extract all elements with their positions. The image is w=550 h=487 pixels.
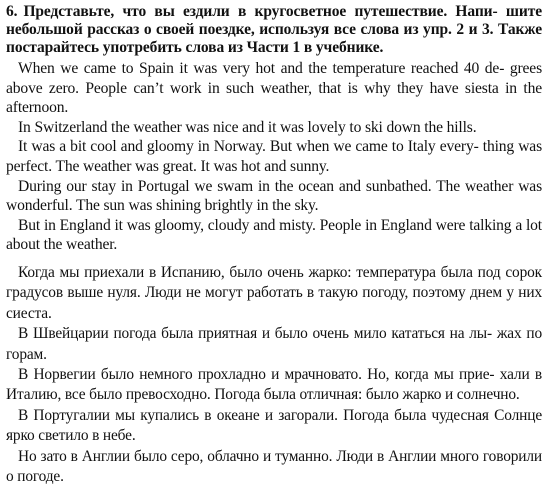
exercise-line: шите небольшой рассказ о своей поездке, используя все слова из упр. 2 <box>6 3 542 38</box>
text-line: и солнечно. <box>444 386 520 404</box>
russian-paragraph-spain <box>6 263 542 324</box>
exercise-number: 6. <box>6 3 18 20</box>
russian-paragraph-norway-italy <box>6 365 542 406</box>
text-line: поэтому днем у них сиеста. <box>6 284 543 322</box>
text-line: Солнце ярко светило в небе. <box>6 406 543 445</box>
text-line: В Швейцарии погода была приятная и было очень мило кататься на лы- <box>18 325 492 343</box>
exercise-line: Представьте, что вы ездили в кругосветное путешествие. Напи- <box>23 3 498 20</box>
text-line: под сорок градусов выше нуля. Люди не могут работать в такую погоду, <box>6 263 542 302</box>
exercise-task <box>6 3 542 57</box>
english-paragraph-switzerland <box>6 118 542 138</box>
english-story <box>6 59 542 255</box>
text-line: talking a lot about the weather. <box>6 216 542 254</box>
english-paragraph-portugal <box>6 177 542 216</box>
text-line: жах по горам. <box>6 325 542 363</box>
text-line: It was a bit cool and gloomy in Norway. But when we came to Italy every- <box>18 138 479 156</box>
russian-paragraph-england <box>6 447 542 487</box>
text-line: В Норвегии было немного прохладно и мрачновато. Но, когда мы прие- <box>18 365 495 383</box>
text-line: В Португалии мы купались в океане и загорали. Погода была чудесная <box>18 406 489 424</box>
text-line: Но зато в Англии было серо, облачно и туманно. Люди в Англии много <box>18 447 479 465</box>
text-line: говорили о погоде. <box>6 447 543 485</box>
text-line: in the afternoon. <box>6 79 542 117</box>
english-paragraph-norway-italy <box>6 137 542 176</box>
russian-paragraph-switzerland <box>6 324 542 365</box>
text-line: Когда мы приехали в Испанию, было очень жарко: температура была <box>18 263 473 281</box>
text-line: хали в Италию, все было превосходно. Погода была отличная: было жарко <box>6 365 543 404</box>
text-line: grees above zero. People can’t work in such weather, that is why they have siesta <box>6 60 542 97</box>
russian-story <box>6 263 542 487</box>
text-line: When we came to Spain it was very hot and the temperature reached 40 de- <box>18 60 505 77</box>
exercise-line: и 3. Также постарайтесь употребить слова из Части 1 в учебнике. <box>6 21 543 56</box>
russian-paragraph-portugal <box>6 406 542 447</box>
text-line: In Switzerland the weather was nice and it was lovely to ski down the hills. <box>18 118 477 136</box>
text-line: During our stay in Portugal we swam in the ocean and sunbathed. The <box>18 177 460 195</box>
text-line: weather was wonderful. The sun was shining brightly in the sky. <box>6 177 542 215</box>
text-line: thing was perfect. The weather was great. It was hot and sunny. <box>6 138 542 175</box>
english-paragraph-england <box>6 216 542 255</box>
english-paragraph-spain <box>6 59 542 118</box>
text-line: But in England it was gloomy, cloudy and misty. People in England were <box>18 216 466 234</box>
